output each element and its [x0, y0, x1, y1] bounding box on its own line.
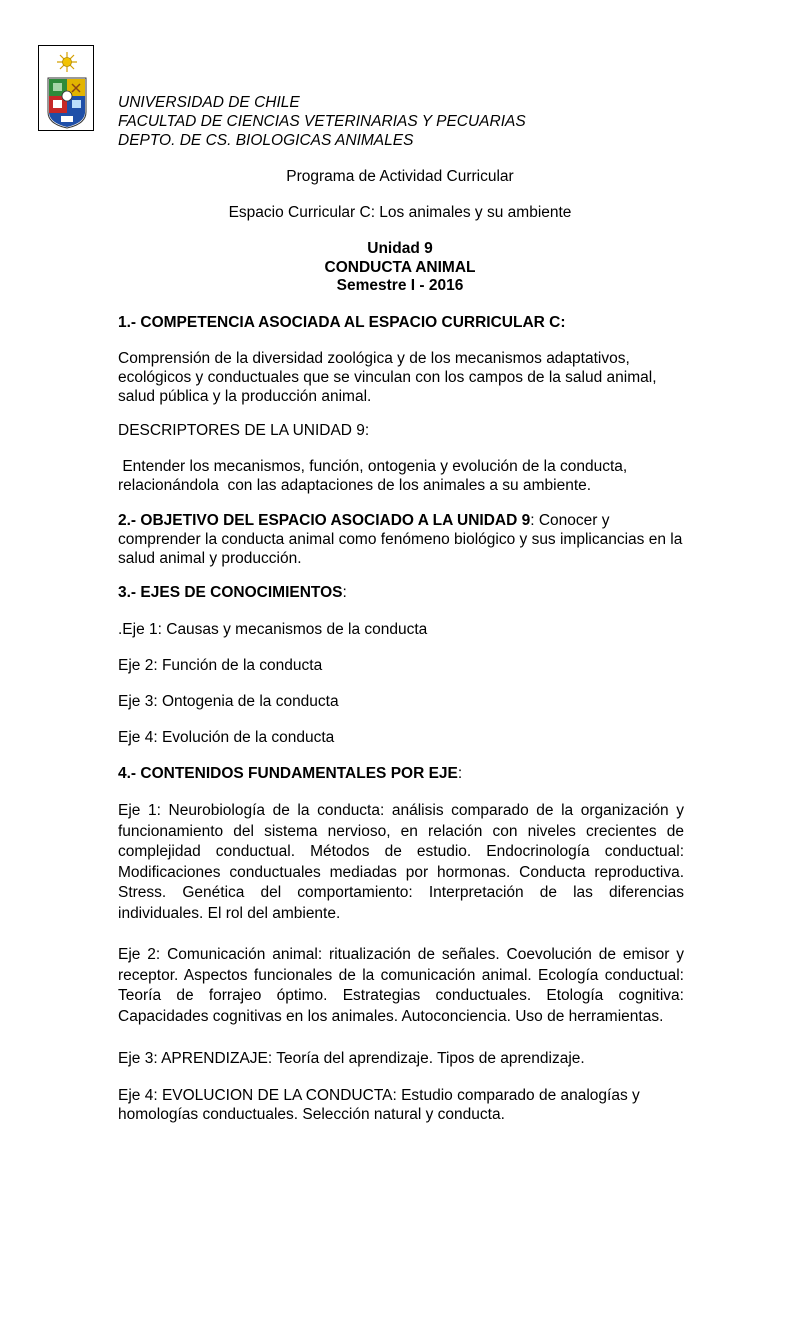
section1-body: Comprensión de la diversidad zoológica y de los mecanismos adaptativos, ecológicos y conductuales que se vinculan con los campos de la salud animal, salud pública y la producción animal.: [118, 350, 657, 405]
unit-name: CONDUCTA ANIMAL: [324, 259, 476, 276]
faculty-name: FACULTAD DE CIENCIAS VETERINARIAS Y PECUARIAS: [118, 113, 526, 130]
university-name: UNIVERSIDAD DE CHILE: [118, 94, 300, 111]
content-eje-3: Eje 3: APRENDIZAJE: Teoría del aprendizaje. Tipos de aprendizaje.: [118, 1050, 585, 1067]
content-eje-2: Eje 2: Comunicación animal: ritualización de señales. Coevolución de emisor y receptor. Aspectos funcionales de la comunicación animal. Ecología conductual: Teoría de forrajeo óptimo. Estrategias conductuales. Etología cognitiva: Capacidades cognitivas en los animales. Autoconciencia. Uso de herramientas.: [118, 946, 684, 1025]
content-eje-1: Eje 1: Neurobiología de la conducta: análisis comparado de la organización y funcionamiento del sistema nervioso, en relación con niveles crecientes de complejidad conductual. Métodos de estudio. Endocrinología conductual: Modificaciones conductuales mediadas por hormonas. Conducta reproductiva. Stress. Genética del comportamiento: Interpretación de las diferencias individuales. El rol del ambiente.: [118, 802, 684, 922]
descriptors-body: Entender los mecanismos, función, ontogenia y evolución de la conducta, relacionándola con las adaptaciones de los animales a su ambiente.: [118, 458, 632, 494]
section2-objective: [118, 511, 684, 568]
section2-heading: 2.- OBJETIVO DEL ESPACIO ASOCIADO A LA UNIDAD 9: [118, 512, 531, 529]
section3-colon: :: [342, 584, 347, 601]
axis-item-3: Eje 3: Ontogenia de la conducta: [118, 693, 339, 710]
section2-body: : Conocer y comprender la conducta animal como fenómeno biológico y sus implicancias en la salud animal y producción.: [118, 512, 683, 567]
section4-title: [118, 764, 684, 783]
department-name: DEPTO. DE CS. BIOLOGICAS ANIMALES: [118, 132, 414, 149]
unit-number: Unidad 9: [367, 240, 433, 257]
axis-item-1: .Eje 1: Causas y mecanismos de la conducta: [118, 621, 428, 638]
program-title: Programa de Actividad Curricular: [286, 168, 514, 185]
content-eje-4: Eje 4: EVOLUCION DE LA CONDUCTA: Estudio comparado de analogías y homologías conductuales. Selección natural y conducta.: [118, 1087, 640, 1123]
descriptors-heading: DESCRIPTORES DE LA UNIDAD 9:: [118, 422, 370, 439]
crest-icon: [39, 46, 95, 132]
curricular-space: Espacio Curricular C: Los animales y su ambiente: [228, 204, 572, 221]
axis-item-4: Eje 4: Evolución de la conducta: [118, 729, 335, 746]
unit-semester: Semestre I - 2016: [336, 277, 464, 294]
axis-item-2: Eje 2: Función de la conducta: [118, 657, 323, 674]
university-crest-logo: [38, 45, 94, 131]
section3-title: [118, 583, 684, 602]
section4-colon: :: [457, 765, 463, 782]
section3-heading: 3.- EJES DE CONOCIMIENTOS: [118, 584, 343, 601]
section4-heading: 4.- CONTENIDOS FUNDAMENTALES POR EJE: [118, 765, 458, 782]
institution-header: [118, 93, 526, 150]
section1-heading: 1.- COMPETENCIA ASOCIADA AL ESPACIO CURRICULAR C:: [118, 314, 566, 331]
